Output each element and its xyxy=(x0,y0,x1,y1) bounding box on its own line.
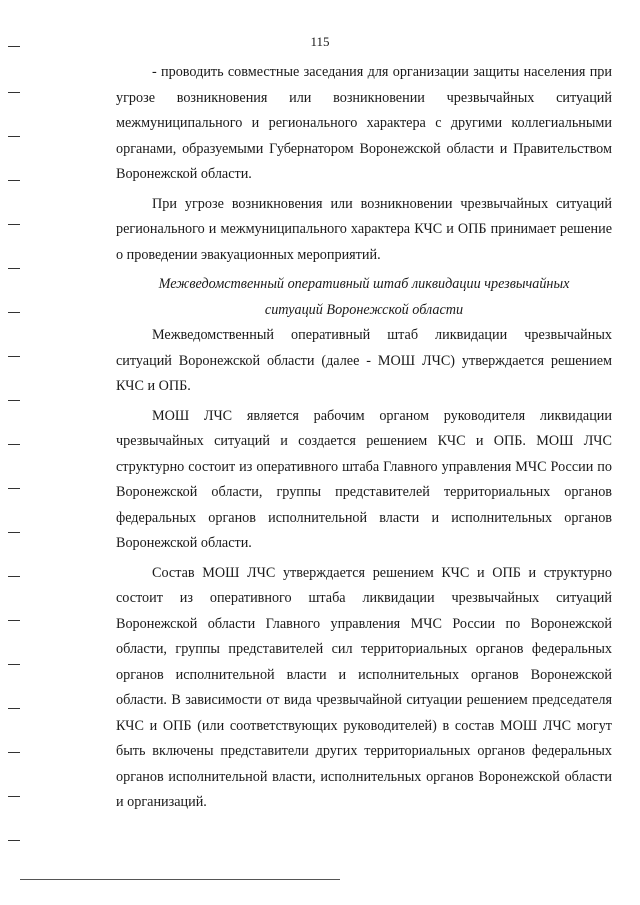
document-body xyxy=(116,60,612,816)
margin-mark xyxy=(8,136,20,137)
margin-mark xyxy=(8,356,20,357)
margin-mark xyxy=(8,796,20,797)
section-heading-line: Межведомственный оперативный штаб ликвидации чрезвычайных xyxy=(158,276,570,292)
page-number: 115 xyxy=(310,34,330,49)
paragraph: Межведомственный оперативный штаб ликвидации чрезвычайных ситуаций Воронежской области (далее - МОШ ЛЧС) утверждается решением КЧС и ОПБ. xyxy=(116,327,612,394)
page-bottom-rule xyxy=(20,879,340,880)
margin-mark xyxy=(8,400,20,401)
margin-mark xyxy=(8,620,20,621)
margin-mark xyxy=(8,488,20,489)
margin-mark xyxy=(8,180,20,181)
margin-mark xyxy=(8,312,20,313)
paragraph: - проводить совместные заседания для организации защиты населения при угрозе возникновения или возникновении чрезвычайных ситуаций межмуниципального и регионального характера с другими коллегиальными органами, образуемыми Губернатором Воронежской области и Правительством Воронежской области. xyxy=(116,64,612,182)
margin-mark xyxy=(8,532,20,533)
margin-mark xyxy=(8,664,20,665)
margin-mark xyxy=(8,752,20,753)
paragraph: МОШ ЛЧС является рабочим органом руководителя ликвидации чрезвычайных ситуаций и создается решением КЧС и ОПБ. МОШ ЛЧС структурно состоит из оперативного штаба Главного управления МЧС России по Воронежской области, группы представителей территориальных органов федеральных органов исполнительной власти и исполнительных органов Воронежской области. xyxy=(116,407,612,551)
margin-mark xyxy=(8,444,20,445)
section-heading-line: ситуаций Воронежской области xyxy=(264,301,464,318)
margin-mark xyxy=(8,92,20,93)
binding-margin-marks xyxy=(0,0,40,905)
margin-mark xyxy=(8,576,20,577)
section-heading xyxy=(116,272,612,323)
paragraph: При угрозе возникновения или возникновении чрезвычайных ситуаций регионального и межмуниципального характера КЧС и ОПБ принимает решение о проведении эвакуационных мероприятий. xyxy=(116,195,612,263)
margin-mark xyxy=(8,708,20,709)
margin-mark xyxy=(8,224,20,225)
paragraph: Состав МОШ ЛЧС утверждается решением КЧС и ОПБ и структурно состоит из оперативного штаба ликвидации чрезвычайных ситуаций Воронежской области Главного управления МЧС России по Воронежской области, группы представителей сил территориальных органов федеральных органов исполнительной власти и исполнительных органов Воронежской области. В зависимости от вида чрезвычайной ситуации решением председателя КЧС и ОПБ (или соответствующих руководителей) в состав МОШ ЛЧС могут быть включены представители других территориальных органов федеральных органов исполнительной власти, исполнительных органов Воронежской области и организаций. xyxy=(116,564,612,810)
margin-mark xyxy=(8,840,20,841)
margin-mark xyxy=(8,268,20,269)
